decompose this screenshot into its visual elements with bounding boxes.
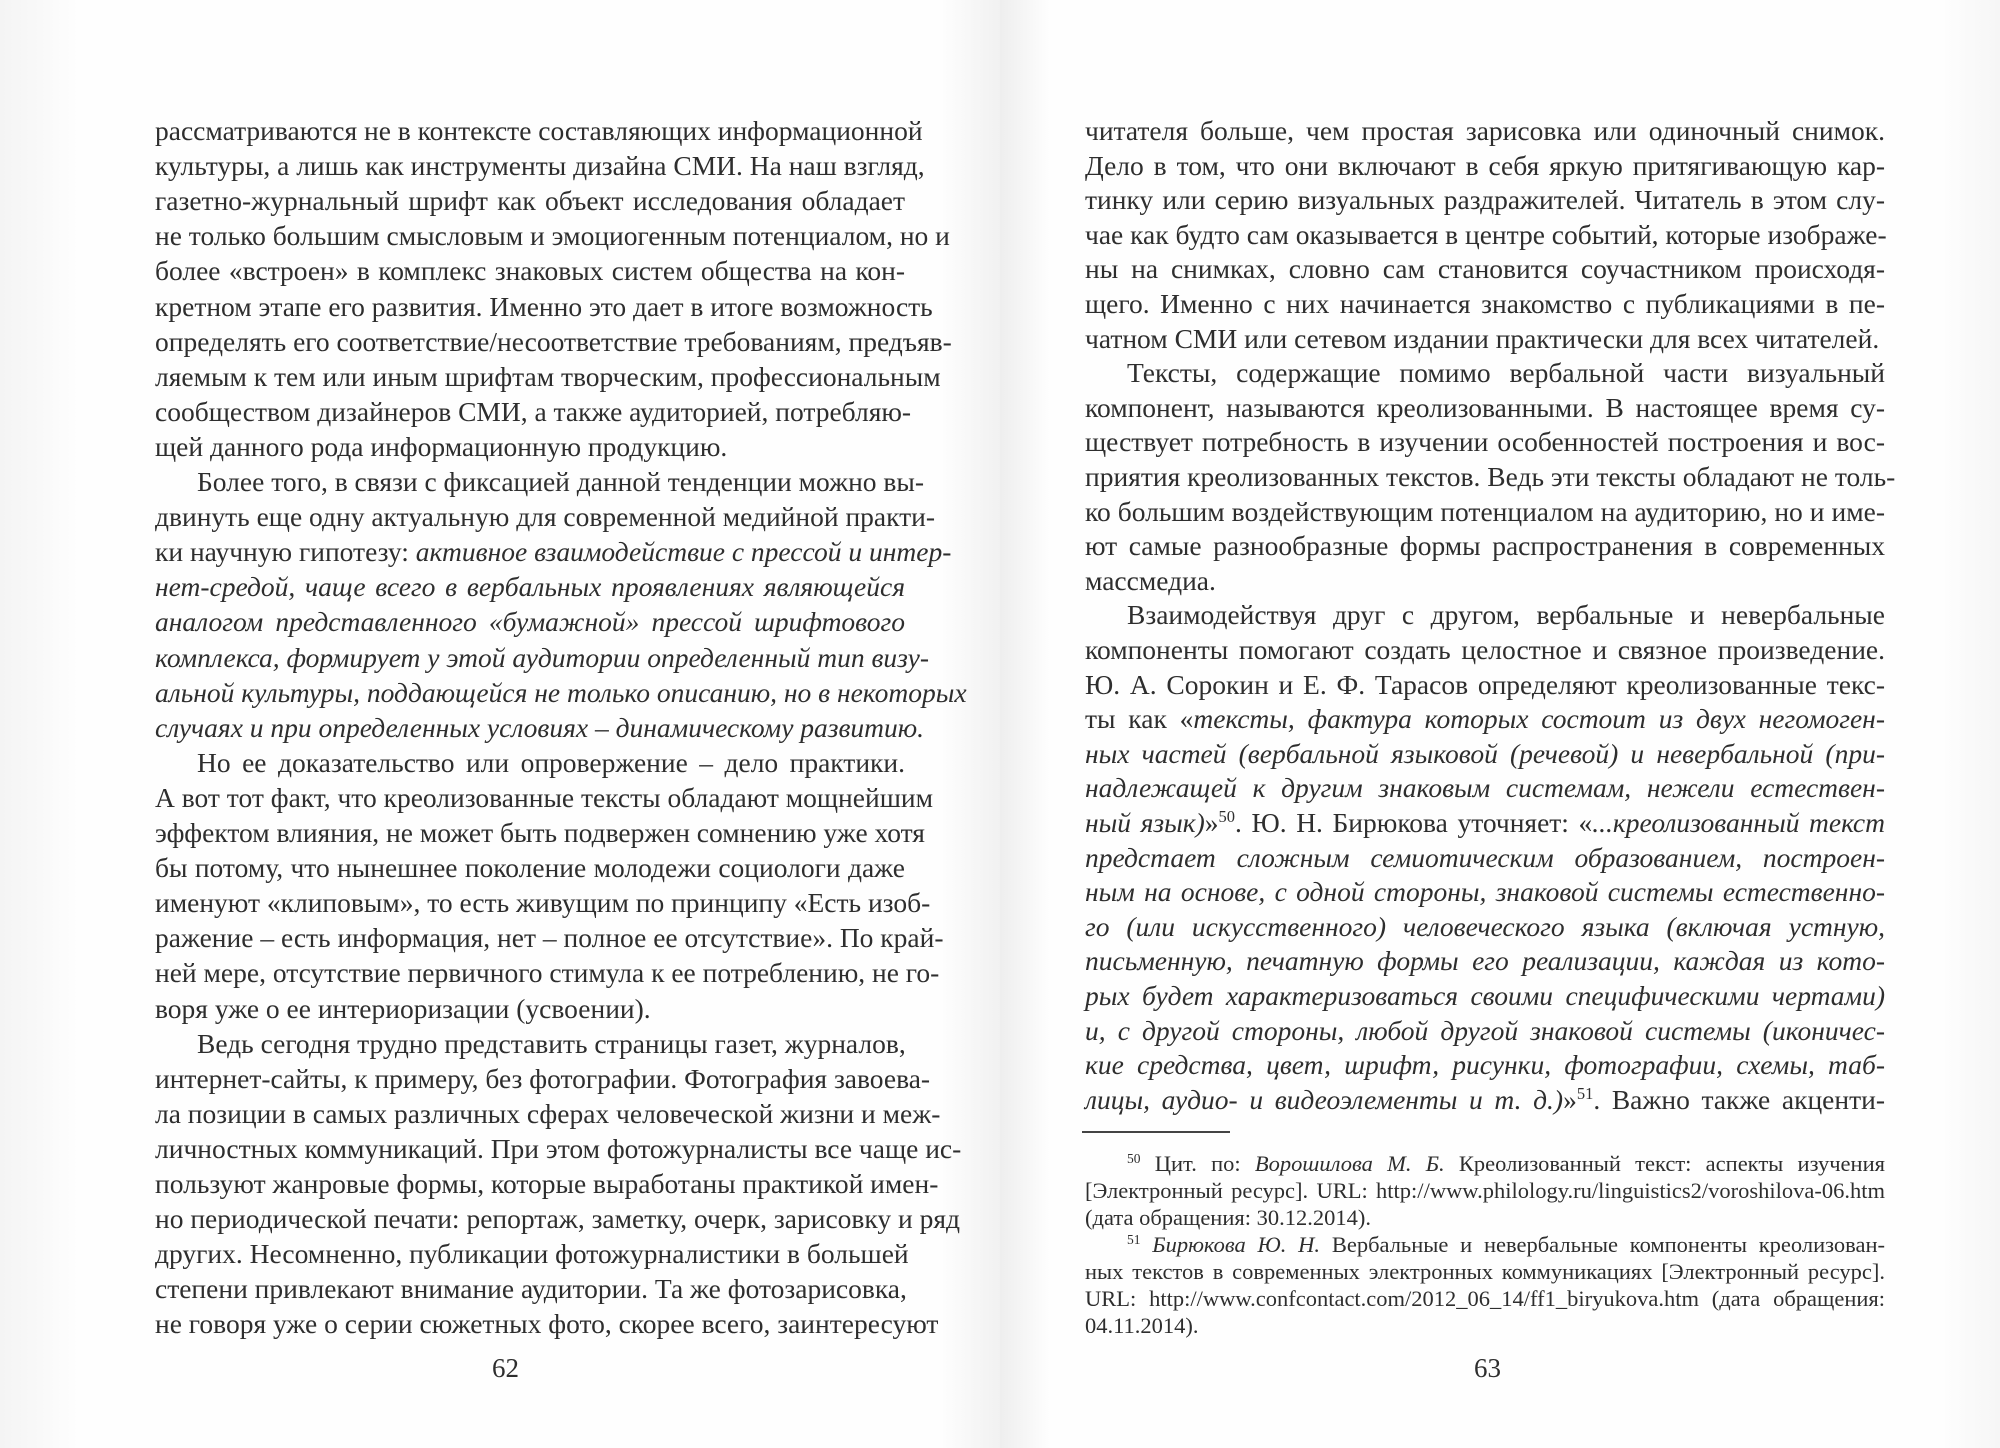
text-line (1085, 322, 1885, 356)
text-line (155, 1097, 941, 1131)
text-line (155, 395, 912, 429)
text-line (1085, 910, 1885, 944)
text-segment: . Важно также акценти- (1593, 1083, 1885, 1115)
text-line (155, 711, 925, 745)
text-segment: Ведь сегодня трудно представить страницы газет, журналов, (197, 1027, 906, 1059)
text-segment: компоненты помогают создать целостное и связное произведение. (1085, 634, 1885, 665)
footnote-line (1085, 1258, 1885, 1285)
text-segment: бы потому, что нынешнее поколение молодежи социологи даже (155, 852, 905, 884)
text-segment: пользуют жанровые формы, которые выработаны практикой имен- (155, 1168, 939, 1199)
italic-text: Ворошилова М. Б. (1254, 1151, 1445, 1176)
text-line (155, 290, 933, 324)
footnote-reference[interactable]: 51 (1127, 1231, 1141, 1247)
text-segment: газетно-журнальный шрифт как объект исследования обладает (155, 185, 905, 217)
text-segment: тинку или серию визуальных раздражителей. Читатель в этом слу- (1085, 184, 1885, 216)
footnote-line (1085, 1204, 1885, 1231)
text-segment: Цит. по: (1140, 1151, 1255, 1176)
text-line (155, 1272, 905, 1306)
text-line (1085, 875, 1885, 909)
text-segment: Взаимодействуя друг с другом, вербальные и невербальные (1127, 599, 1885, 631)
footnote-reference[interactable]: 50 (1127, 1150, 1141, 1166)
text-line (155, 254, 905, 288)
text-segment: » (1563, 1083, 1577, 1115)
text-segment: чатном СМИ или сетевом издании практически для всех читателей. (1085, 322, 1880, 354)
text-segment: двинуть еще одну актуальную для современной медийной практи- (155, 501, 936, 533)
italic-text: предстает сложным семиотическим образованием, построен- (1085, 841, 1885, 873)
text-line (1085, 391, 1885, 425)
text-line (155, 886, 931, 920)
text-line (155, 605, 905, 639)
text-line (155, 816, 925, 850)
footnote-line (1085, 1285, 1885, 1312)
text-line (155, 1132, 962, 1166)
text-line (1085, 183, 1885, 217)
text-segment: воря уже о ее интериоризации (усвоении). (155, 992, 651, 1024)
text-segment: более «встроен» в комплекс знаковых систем общества на кон- (155, 255, 905, 287)
italic-text: альной культуры, поддающейся не только описанию, но в некоторых (155, 676, 967, 708)
text-line (155, 1167, 939, 1201)
text-segment (1141, 1232, 1153, 1257)
text-segment: URL: http://www.confcontact.com/2012_06_14/ff1_biryukova.htm (дата обращения: (1085, 1286, 1885, 1311)
text-line (155, 921, 944, 955)
text-segment: ных текстов в современных электронных коммуникациях [Электронный ресурс]. (1085, 1259, 1885, 1284)
text-line (1085, 495, 1885, 529)
text-segment: определять его соответствие/несоответствие требованиям, предъяв- (155, 325, 952, 357)
text-line (155, 676, 967, 710)
text-line (155, 535, 952, 569)
text-line (1085, 252, 1885, 286)
text-line (1127, 598, 1885, 632)
text-segment: Дело в том, что они включают в себя яркую притягивающую кар- (1085, 149, 1885, 181)
text-segment: сообществом дизайнеров СМИ, а также аудиторией, потребляю- (155, 395, 912, 427)
text-line (155, 219, 950, 253)
italic-text: ным на основе, с одной стороны, знаковой системы естественно- (1085, 876, 1885, 908)
text-line (1085, 287, 1885, 321)
text-line (155, 570, 905, 604)
italic-text: и, с другой стороны, любой другой знаковой системы (иконичес- (1085, 1014, 1885, 1046)
text-segment: не только большим смысловым и эмоциогенным потенциалом, но и (155, 220, 950, 252)
text-segment: кретном этапе его развития. Именно это дает в итоге возможность (155, 290, 933, 322)
text-segment: чае как будто сам оказывается в центре событий, которые изображе- (1085, 218, 1887, 250)
text-line (155, 325, 952, 359)
text-segment: ществует потребность в изучении особенностей построения и вос- (1085, 426, 1885, 458)
text-segment: массмедиа. (1085, 564, 1216, 596)
text-segment: приятия креолизованных текстов. Ведь эти тексты обладают не толь- (1085, 461, 1896, 492)
text-line (155, 851, 905, 885)
text-line (1085, 633, 1885, 667)
footnote-divider (1082, 1131, 1230, 1133)
text-line (1085, 1014, 1885, 1048)
text-segment: культуры, а лишь как инструменты дизайна СМИ. На наш взгляд, (155, 150, 925, 182)
page-number: 63 (1474, 1353, 1501, 1383)
text-segment: ляемым к тем или иным шрифтам творческим, профессиональным (155, 360, 941, 392)
footnote-reference[interactable]: 51 (1576, 1083, 1594, 1103)
text-segment: эффектом влияния, не может быть подвержен сомнению уже хотя (155, 817, 925, 848)
footnote-line (1127, 1150, 1885, 1177)
text-line (1085, 702, 1885, 736)
text-line (155, 1237, 909, 1271)
text-line (155, 781, 933, 815)
text-segment: именуют «клиповым», то есть живущим по принципу «Есть изоб- (155, 887, 931, 919)
text-segment: личностных коммуникаций. При этом фотожурналисты все чаще ис- (155, 1132, 962, 1164)
italic-text: тексты, фактура которых состоит из двух негомоген- (1193, 703, 1885, 735)
text-segment: Тексты, содержащие помимо вербальной части визуальный (1127, 357, 1885, 389)
italic-text: ...креолизованный текст (1592, 807, 1885, 838)
text-line (197, 746, 905, 780)
text-segment: (дата обращения: 30.12.2014). (1085, 1205, 1371, 1230)
text-segment: не говоря уже о серии сюжетных фото, скорее всего, заинтересуют (155, 1308, 939, 1340)
text-line (1085, 425, 1885, 459)
text-line (1085, 806, 1885, 840)
text-segment: Креолизованный текст: аспекты изучения (1444, 1151, 1885, 1176)
text-line (1085, 1083, 1885, 1117)
text-segment: [Электронный ресурс]. URL: http://www.philology.ru/linguistics2/voroshilova-06.htm (1085, 1178, 1885, 1203)
italic-text: аналогом представленного «бумажной» прессой шрифтового (155, 606, 905, 638)
text-segment: А вот тот факт, что креолизованные тексты обладают мощнейшим (155, 781, 933, 813)
text-segment: Более того, в связи с фиксацией данной тенденции можно вы- (197, 466, 925, 497)
text-segment: Но ее доказательство или опровержение – дело практики. (197, 746, 905, 778)
footnote-reference[interactable]: 50 (1218, 807, 1236, 827)
italic-text: активное взаимодействие с прессой и интер- (415, 536, 952, 568)
italic-text: ный язык) (1085, 807, 1205, 838)
italic-text: случаях и при определенных условиях – динамическому развитию. (155, 711, 925, 743)
page-number: 62 (492, 1353, 519, 1383)
text-segment: Ю. А. Сорокин и Е. Ф. Тарасов определяют креолизованные текс- (1085, 668, 1885, 700)
text-segment: рассматриваются не в контексте составляющих информационной (155, 115, 923, 146)
text-line (197, 1027, 905, 1061)
text-line (155, 992, 905, 1026)
footnote-line (1127, 1231, 1885, 1258)
text-segment: ют самые разнообразные формы распространения в современных (1085, 530, 1885, 562)
text-segment: . Ю. Н. Бирюкова уточняет: « (1235, 807, 1593, 838)
text-segment: ко большим воздействующим потенциалом на аудиторию, но и име- (1085, 495, 1885, 527)
text-line (155, 114, 923, 148)
text-line (1085, 737, 1885, 771)
text-line (155, 1307, 939, 1341)
italic-text: нет-средой, чаще всего в вербальных проявлениях являющейся (155, 571, 905, 603)
text-line (155, 1062, 931, 1096)
text-line (155, 149, 925, 183)
text-line (155, 1202, 960, 1236)
text-line (197, 465, 925, 499)
text-line (1127, 356, 1885, 390)
text-line (1085, 841, 1885, 875)
italic-text: кие средства, цвет, шрифт, рисунки, фотографии, схемы, таб- (1085, 1049, 1885, 1081)
italic-text: го (или искусственного) человеческого языка (включая устную, (1085, 910, 1885, 942)
text-segment: ла позиции в самых различных сферах человеческой жизни и меж- (155, 1097, 941, 1129)
text-line (155, 184, 905, 218)
text-line (1085, 668, 1885, 702)
text-line (1085, 460, 1896, 494)
text-segment: ки научную гипотезу: (155, 536, 416, 568)
text-segment: ты как « (1085, 703, 1194, 735)
italic-text: лицы, аудио- и видеоэлементы и т. д.) (1085, 1083, 1564, 1115)
text-line (155, 430, 905, 464)
text-segment: компонент, называются креолизованными. В настоящее время су- (1085, 391, 1885, 423)
italic-text: надлежащей к другим знаковым системам, нежели естествен- (1085, 772, 1885, 804)
text-line (1085, 979, 1885, 1013)
text-line (155, 641, 930, 675)
text-segment: 04.11.2014). (1085, 1313, 1199, 1338)
italic-text: ных частей (вербальной языковой (речевой) и невербальной (при- (1085, 737, 1885, 769)
text-segment: ны на снимках, словно сам становится соучастником происходя- (1085, 253, 1885, 285)
text-line (1085, 771, 1885, 805)
text-line (1085, 218, 1885, 252)
text-line (1085, 1048, 1885, 1082)
text-segment: интернет-сайты, к примеру, без фотографии. Фотография завоева- (155, 1062, 931, 1094)
italic-text: письменную, печатную формы его реализации, каждая из кото- (1085, 945, 1885, 977)
text-line (1085, 529, 1885, 563)
text-segment: Вербальные и невербальные компоненты креолизован- (1320, 1232, 1885, 1257)
text-segment: ражение – есть информация, нет – полное ее отсутствие». По край- (155, 922, 944, 954)
text-segment: других. Несомненно, публикации фотожурналистики в большей (155, 1238, 909, 1270)
footnote-line (1085, 1177, 1885, 1204)
italic-text: рых будет характеризоваться своими специфическими чертами) (1085, 980, 1885, 1011)
text-segment: ней мере, отсутствие первичного стимула к ее потреблению, не го- (155, 957, 940, 989)
right-page (1000, 0, 2000, 1448)
text-segment: но периодической печати: репортаж, заметку, очерк, зарисовку и ряд (155, 1203, 960, 1235)
text-line (1085, 149, 1885, 183)
text-segment: » (1204, 807, 1219, 838)
footnote-line (1085, 1312, 1885, 1339)
text-line (155, 500, 936, 534)
text-line (1085, 114, 1885, 148)
text-line (1085, 944, 1885, 978)
italic-text: комплекса, формирует у этой аудитории определенный тип визу- (155, 641, 930, 673)
italic-text: Бирюкова Ю. Н. (1152, 1232, 1321, 1257)
text-segment: степени привлекают внимание аудитории. Та же фотозарисовка, (155, 1273, 907, 1305)
text-line (155, 956, 940, 990)
text-segment: щей данного рода информационную продукцию. (155, 430, 728, 462)
text-segment: читателя больше, чем простая зарисовка или одиночный снимок. (1085, 115, 1885, 146)
text-line (1085, 564, 1885, 598)
text-segment: щего. Именно с них начинается знакомство с публикациями в пе- (1085, 288, 1885, 319)
text-line (155, 360, 941, 394)
